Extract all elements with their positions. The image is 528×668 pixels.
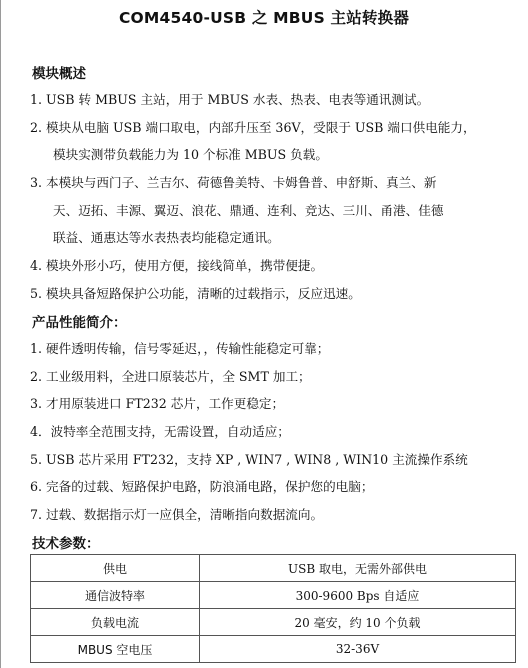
overview-item-2-cont: 模块实测带负载能力为 10 个标准 MBUS 负载。 xyxy=(53,147,328,162)
feature-item-7: 7. 过载、数据指示灯一应俱全，清晰指向数据流向。 xyxy=(30,507,324,522)
overview-item-5: 5. 模块具备短路保护公功能，清晰的过载指示，反应迅速。 xyxy=(30,286,361,301)
feature-item-1: 1. 硬件透明传输，信号零延迟，，传输性能稳定可靠； xyxy=(30,341,330,356)
spec-key: 供电 xyxy=(31,555,200,582)
overview-item-3: 3. 本模块与西门子、兰吉尔、荷德鲁美特、卡姆鲁普、申舒斯、真兰、新 xyxy=(30,175,437,190)
overview-item-2: 2. 模块从电脑 USB 端口取电，内部升压至 36V，受限于 USB 端口供电能力， xyxy=(30,120,476,135)
overview-item-1: 1. USB 转 MBUS 主站，用于 MBUS 水表、热表、电表等通讯测试。 xyxy=(30,92,430,107)
feature-item-3: 3. 才用原装进口 FT232 芯片，工作更稳定； xyxy=(30,396,285,411)
specs-heading: 技术参数： xyxy=(32,536,100,552)
spec-value: 32-36V xyxy=(200,636,516,663)
features-heading: 产品性能简介： xyxy=(32,315,127,331)
feature-item-4: 4．波特率全范围支持，无需设置，自动适应； xyxy=(30,424,290,439)
overview-item-3-cont-1: 天、迈拓、丰源、翼迈、浪花、鼎通、连利、竞达、三川、甬港、佳德 xyxy=(53,203,444,218)
spec-key: 通信波特率 xyxy=(31,582,200,609)
overview-item-4: 4. 模块外形小巧，使用方便，接线简单，携带便捷。 xyxy=(30,258,324,273)
spec-table xyxy=(30,554,516,663)
table-row xyxy=(31,636,516,663)
feature-item-2: 2. 工业级用料，全进口原装芯片，全 SMT 加工； xyxy=(30,369,311,384)
feature-item-6: 6. 完备的过载、短路保护电路，防浪涌电路，保护您的电脑； xyxy=(30,479,374,494)
page-left-rule xyxy=(0,0,1,668)
table-row xyxy=(31,609,516,636)
overview-heading: 模块概述 xyxy=(32,66,86,82)
spec-value: 300-9600 Bps 自适应 xyxy=(200,582,516,609)
spec-value: USB 取电，无需外部供电 xyxy=(200,555,516,582)
spec-key: MBUS 空电压 xyxy=(31,636,200,663)
spec-key: 负载电流 xyxy=(31,609,200,636)
page-title: COM4540-USB 之 MBUS 主站转换器 xyxy=(118,9,410,27)
spec-value: 20 毫安，约 10 个负载 xyxy=(200,609,516,636)
table-row xyxy=(31,555,516,582)
feature-item-5: 5. USB 芯片采用 FT232，支持 XP , WIN7 , WIN8 , WIN10 主流操作系统 xyxy=(30,452,468,467)
table-row xyxy=(31,582,516,609)
overview-item-3-cont-2: 联益、通惠达等水表热表均能稳定通讯。 xyxy=(53,230,280,245)
